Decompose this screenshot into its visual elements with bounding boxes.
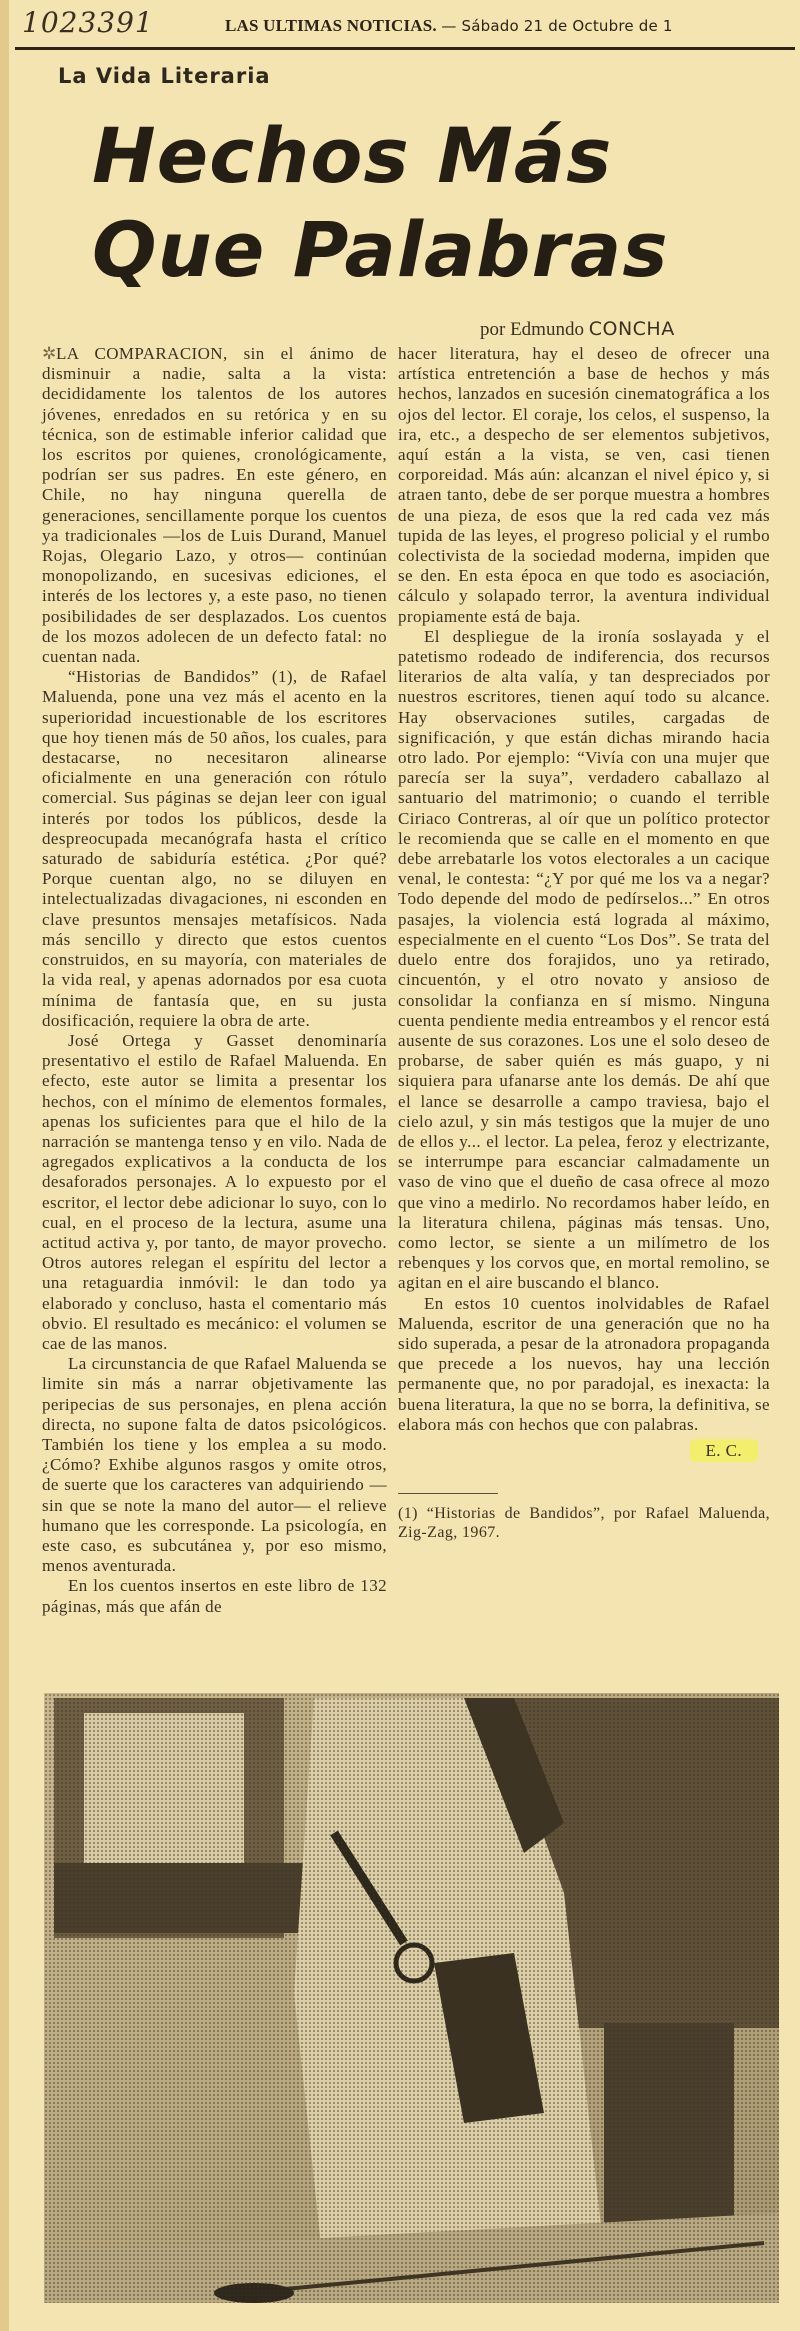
- byline-prefix: por Edmundo: [480, 319, 584, 340]
- article-photo: [44, 1693, 779, 2303]
- headline-line-1: Hechos Más: [92, 111, 613, 200]
- star-ornament-icon: ✲: [42, 344, 57, 363]
- paragraph: ✲LA COMPARACION, sin el ánimo de disminuir a nadie, salta a la vista: decididamente los talentos de los autores jóvenes, enredados en su retórica y en su técnica, son de estimable inferior calidad que los escritos por quienes, cronológicamente, podrían ser sus padres. En este género, en Chile, no hay ninguna querella de generaciones, sencillamente porque los cuentos ya tradicionales —los de Luis Durand, Manuel Rojas, Olegario Lazo, y otros— continúan monopolizando, en sucesivas ediciones, el interés de los lectores y, a este paso, no tienen posibilidades de ser desplazados. Los cuentos de los mozos adolecen de un defecto fatal: no cuentan nada.: [42, 344, 387, 667]
- newspaper-name: LAS ULTIMAS NOTICIAS.: [225, 16, 437, 35]
- paragraph: La circunstancia de que Rafael Maluenda se limite sin más a narrar objetivamente las peripecias de sus personajes, en plena acción directa, no supone falta de datos psicológicos. También los tiene y los emplea a su modo. ¿Cómo? Exhibe algunos rasgos y omite otros, de suerte que los caracteres van adquiriendo —sin que se note la mano del autor— el relieve humano que les corresponde. La psicología, en este caso, es subcutánea y, por eso mismo, menos aventurada.: [42, 1354, 387, 1576]
- headline-line-2: Que Palabras: [92, 205, 669, 294]
- byline: [480, 318, 675, 341]
- section-kicker: La Vida Literaria: [58, 64, 271, 88]
- paragraph: José Ortega y Gasset denominaría presentativo el estilo de Rafael Maluenda. En efecto, este autor se limita a presentar los hechos, con el mínimo de elementos formales, apenas los suficientes para que el hilo de la narración se mantenga tenso y en vilo. Nada de agregados explicativos a la conducta de los desaforados personajes. A lo expuesto por el escritor, el lector debe adicionar lo suyo, con lo cual, en el proceso de la lectura, asume una actitud activa y, por tanto, de mayor provecho. Otros autores relegan el espíritu del lector a una retaguardia inmóvil: le dan todo ya elaborado y concluso, hasta el comentario más obvio. El resultado es mecánico: el volumen se cae de las manos.: [42, 1030, 387, 1353]
- publication-date: — Sábado 21 de Octubre de 1: [441, 17, 673, 35]
- author-signature: E. C.: [398, 1441, 758, 1461]
- masthead: [225, 16, 795, 36]
- footnote: (1) “Historias de Bandidos”, por Rafael Maluenda, Zig-Zag, 1967.: [398, 1505, 770, 1542]
- article-column-left: [42, 344, 387, 1617]
- footnote-rule: [398, 1493, 498, 1494]
- masthead-rule: [15, 47, 795, 50]
- byline-name: CONCHA: [588, 318, 675, 340]
- paragraph: En estos 10 cuentos inolvidables de Rafael Maluenda, escritor de una generación que no ha sido superada, a pesar de la atronadora propaganda que precede a los nuevos, hay una lección permanente que, no por paradojal, es inexacta: la buena literatura, la que no se borra, la definitiva, se elabora más con hechos que con palabras.: [398, 1293, 770, 1434]
- article-column-right: [398, 344, 770, 1542]
- paper-edge: [0, 0, 9, 2331]
- paragraph: El despliegue de la ironía soslayada y el patetismo rodeado de indiferencia, dos recursos literarios de alta valía, y tan despreciados por nuestros escritores, tienen aquí todo su alcance. Hay observaciones sutiles, cargadas de significación, y que están dichas mirando hacia otro lado. Por ejemplo: “Vivía con una mujer que parecía ser la suya”, verdadero caballazo al santuario del matrimonio; o cuando el terrible Ciriaco Contreras, al oír que un político protector le recomienda que se calle en el momento en que debe arrebatarle los votos electorales a un cacique venal, le contesta: “¿Y por qué me los va a negar? Todo depende del modo de pedírselos...” En otros pasajes, la violencia está lograda al máximo, especialmente en el cuento “Los Dos”. Se trata del duelo entre dos forajidos, uno ya retirado, cincuentón, y el otro novato y ansioso de consolidar la confianza en sí mismo. Ninguna cuenta pendiente media entreambos y el rencor está ausente de sus corazones. Los une el solo deseo de probarse, de saber quién es más guapo, y ni siquiera para ufanarse ante los demás. De ahí que el lance se desarrolle a campo traviesa, bajo el cielo azul, y sin más testigos que la mujer de uno de ellos y... el lector. La pelea, feroz y electrizante, se interrumpe para escanciar calmadamente un vaso de vino que el dueño de casa ofrece al mozo que vino a medirlo. No recordamos haber leído, en la literatura chilena, páginas más tensas. Uno, como lector, se siente a un milímetro de los rebenques y los corvos que, en mortal remolino, se agitan en el aire buscando el blanco.: [398, 626, 770, 1293]
- paragraph: “Historias de Bandidos” (1), de Rafael Maluenda, pone una vez más el acento en la superioridad incuestionable de los escritores que hoy tienen más de 50 años, los cuales, para destacarse, no necesitaron alinearse oficialmente en una generación con rótulo comercial. Sus páginas se dejan leer con igual interés por todos los públicos, desde la despreocupada mecanógrafa hasta el crítico saturado de sabiduría estética. ¿Por qué? Porque cuentan algo, no se diluyen en intelectualizadas divagaciones, ni esconden en clave presuntos mensajes metafísicos. Nada más sencillo y directo que estos cuentos construidos, en su mayoría, con materiales de la vida real, y apenas adornados por esa cuota mínima de fantasía que, en su justa dosificación, requiere la obra de arte.: [42, 667, 387, 1030]
- paragraph: hacer literatura, hay el deseo de ofrecer una artística entretención a base de hechos y más hechos, lanzados en sucesión cinematográfica a los ojos del lector. El coraje, los celos, el suspenso, la ira, etc., a despecho de ser elementos subjetivos, aquí están a la vista, se ven, casi tienen corporeidad. Más aún: alcanzan el nivel épico y, si atraen tanto, debe de ser porque muestra a hombres de una pieza, de esos que la red cada vez más tupida de las leyes, el progreso policial y el rumbo colectivista de la sociedad moderna, impiden que se den. En esta época en que todo es asociación, cálculo y solapado terror, la aventura individual propiamente está de baja.: [398, 344, 770, 626]
- photo-halftone-overlay: [44, 1693, 779, 2303]
- archive-number: 1023391: [22, 6, 154, 39]
- paragraph: En los cuentos insertos en este libro de 132 páginas, más que afán de: [42, 1576, 387, 1616]
